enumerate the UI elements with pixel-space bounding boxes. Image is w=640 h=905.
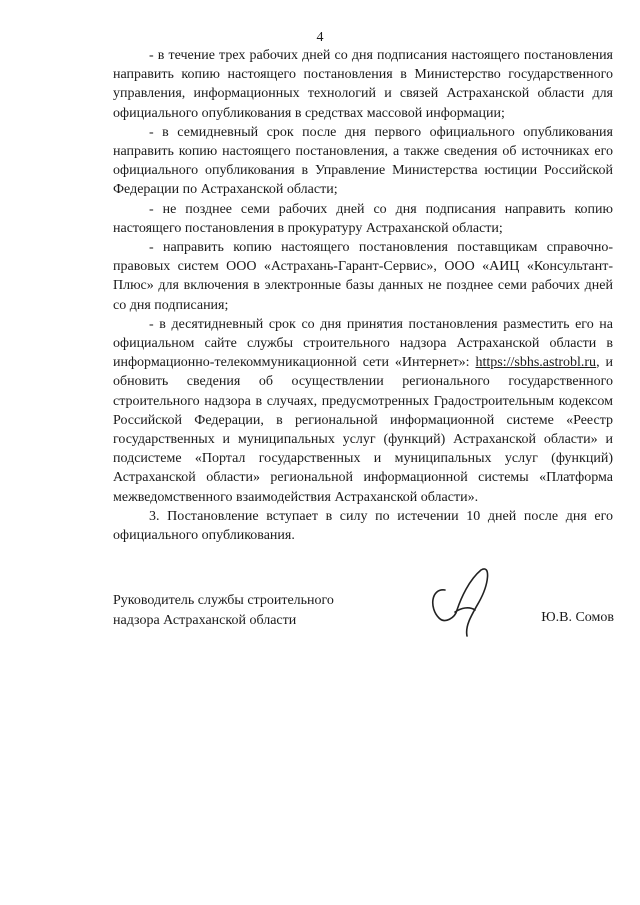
signatory-name: Ю.В. Сомов [541,610,614,625]
list-item-website [113,315,613,507]
signatory-title [113,591,334,630]
website-link[interactable]: https://sbhs.astrobl.ru [475,355,597,371]
list-item-text-continued: , и обновить сведения об осуществлении регионального государственного строительного надзора в случаях, предусмотренных Градостроительным кодексом Российской Федерации, в региональной информационной системе «Реестр государственных и муниципальных услуг (функций) Астраханской области» и подсистеме «Портал государственных и муниципальных услуг (функций) Астраханской области» региональной информационной системы «Платформа межведомственного взаимодействия Астраханской области». [113,355,614,505]
page-number: 4 [316,30,324,45]
list-item: - в семидневный срок после дня первого официального опубликования направить копию настоящего постановления, а также сведения об источниках его официального опубликования в Управление Министерства юстиции Российской Федерации по Астраханской области; [113,124,613,198]
list-item: - в течение трех рабочих дней со дня подписания настоящего постановления направить копию настоящего постановления в Министерство государственного управления, информационных технологий и связей Астраханской области для официального опубликования в средствах массовой информации; [113,48,613,121]
clause-3: 3. Постановление вступает в силу по истечении 10 дней после дня его официального опубликования. [113,508,613,544]
signatory-title-line-1: Руководитель службы строительного [113,593,334,608]
handwritten-signature [425,562,500,642]
signatory-title-line-2: надзора Астраханской области [113,612,297,628]
document-body [113,46,613,545]
list-item: - не позднее семи рабочих дней со дня подписания направить копию настоящего постановления в прокуратуру Астраханской области; [113,201,613,236]
list-item-text: - в десятидневный срок со дня принятия постановления разместить его на официальном сайте службы строительного надзора Астраханской области в информационно-телекоммуникационной сети «Интернет»: [113,316,613,371]
list-item: - направить копию настоящего постановления поставщикам справочно-правовых систем ООО «Астрахань-Гарант-Сервис», ООО «АИЦ «Консультант-Плюс» для включения в электронные базы данных не позднее семи рабочих дней со дня подписания; [113,240,613,313]
